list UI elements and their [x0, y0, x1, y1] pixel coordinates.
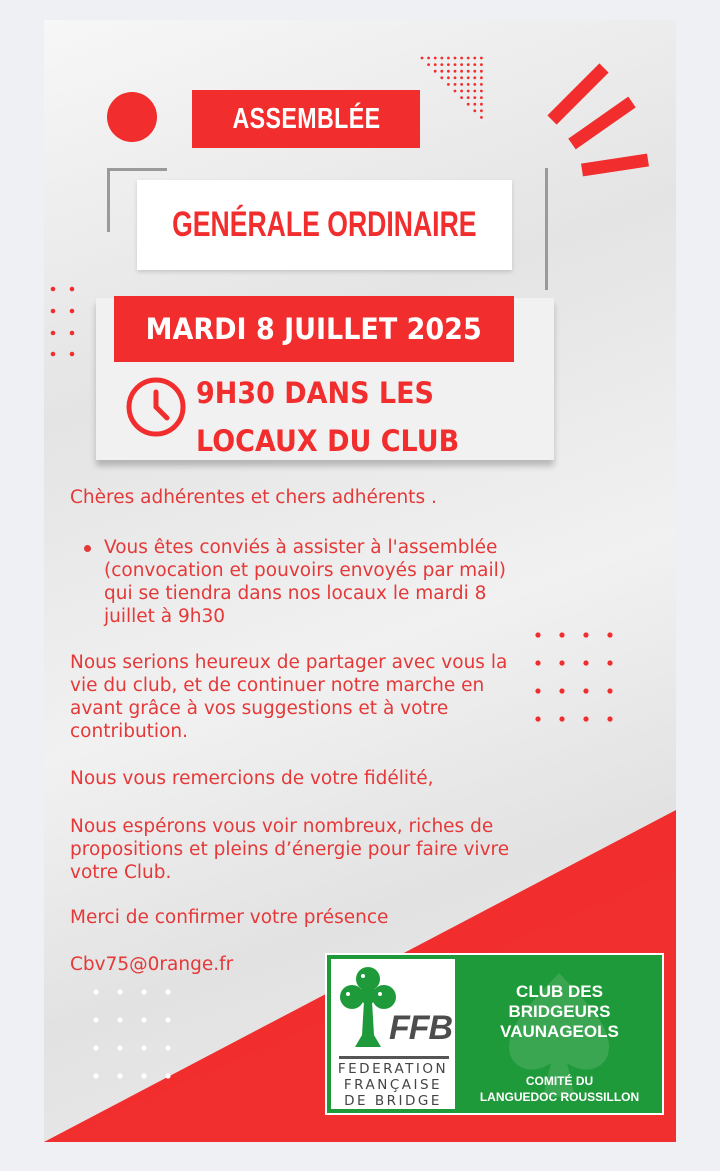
date-text: MARDI 8 JUILLET 2025: [145, 312, 483, 346]
ffb-divider: [339, 1056, 449, 1059]
greeting: Chères adhérentes et chers adhérents .: [70, 487, 437, 508]
ffb-line-3: DE BRIDGE: [344, 1093, 442, 1109]
club-line-2: BRIDGEURS: [508, 1002, 611, 1021]
title-assemblee-box: [192, 90, 420, 148]
decorative-dots-left-bottom: [90, 986, 176, 1082]
bullet-text: Vous êtes conviés à assister à l'assemblée (convocation et pouvoirs envoyés par mail) qui se tiendra dans nos locaux le mardi 8 juillet à 9h30: [104, 537, 507, 627]
club-logo: [459, 959, 660, 1109]
frame-line-top: [107, 168, 167, 171]
bullet-dot-icon: [84, 545, 91, 552]
paragraph-4: Merci de confirmer votre présence: [70, 907, 389, 928]
ffb-line-1: FEDERATION: [337, 1061, 449, 1077]
decorative-red-circle: [107, 92, 157, 142]
club-line-3: VAUNAGEOLS: [500, 1022, 619, 1041]
logos-block: [325, 953, 664, 1115]
clock-icon: [124, 375, 188, 439]
club-line-1: CLUB DES: [516, 982, 603, 1001]
frame-line-left: [107, 168, 110, 232]
comite-line-2: LANGUEDOC ROUSSILLON: [479, 1090, 640, 1104]
title-assemblee: ASSEMBLÉE: [231, 102, 380, 135]
paragraph-3: Nous espérons vous voir nombreux, riches de propositions et pleins d’énergie pour faire vivre votre Club.: [70, 816, 510, 883]
contact-email[interactable]: Cbv75@0range.fr: [70, 954, 234, 975]
date-box: [114, 296, 514, 362]
decorative-dots-left-top: [48, 284, 78, 358]
decorative-dots-right: [532, 628, 618, 728]
title-generale-box: [137, 180, 512, 270]
ffb-logo: [331, 959, 455, 1109]
comite-line-1: COMITÉ DU: [525, 1074, 594, 1088]
title-generale-ordinaire: GENÉRALE ORDINAIRE: [172, 205, 477, 244]
time-line-1: 9H30 DANS LES: [196, 376, 434, 410]
frame-line-right: [545, 168, 548, 290]
paragraph-1: Nous serions heureux de partager avec vous la vie du club, et de continuer notre marche en avant grâce à vos suggestions et à votre contribution.: [70, 652, 508, 742]
time-line-2: LOCAUX DU CLUB: [196, 424, 460, 458]
poster: [44, 20, 676, 1142]
ffb-short: FFB: [389, 1009, 453, 1047]
decorative-burst-lines: [544, 62, 664, 182]
ffb-line-2: FRANÇAISE: [343, 1077, 443, 1093]
decorative-dot-triangle: [418, 54, 488, 124]
paragraph-2: Nous vous remercions de votre fidélité,: [70, 768, 434, 789]
